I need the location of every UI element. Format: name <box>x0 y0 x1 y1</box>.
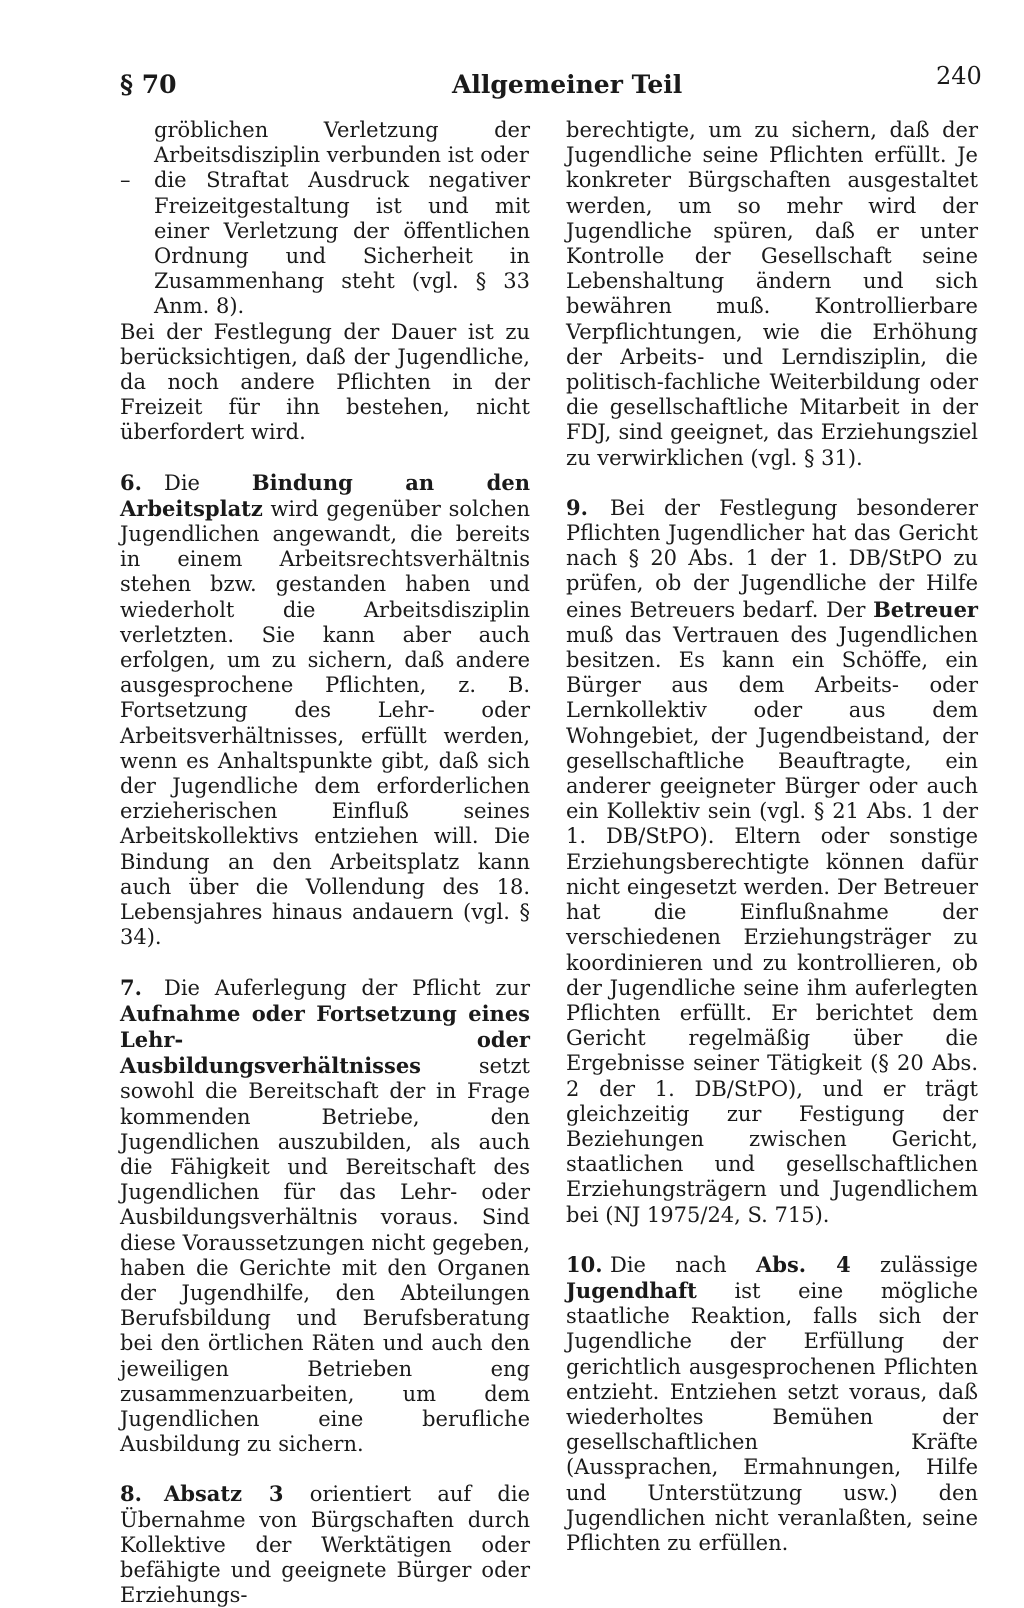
note-text: Bei der Festlegung besonderer Pflichten Jugendlicher hat das Gericht nach § 20 Abs. 1 der 1. DB/StPO zu prüfen, ob der Jugendliche der Hilfe eines Betreuers bedarf. Der <box>566 495 978 622</box>
note-text: orientiert auf die Übernahme von Bürgschaften durch Kollektive der Werktätigen oder befähigte und geeignete Bürger oder Erziehungs- <box>120 1482 530 1608</box>
left-column <box>120 118 530 1608</box>
note-number: 8. <box>120 1481 142 1507</box>
note-number: 7. <box>120 974 142 1000</box>
note-keyword: Abs. 4 <box>755 1251 851 1277</box>
page-number: 240 <box>936 62 982 90</box>
note-number: 6. <box>120 469 142 495</box>
bullet-dash: – <box>120 168 131 193</box>
note-number: 9. <box>566 494 588 520</box>
note-keyword: Bindung an den Arbeitsplatz <box>120 469 530 521</box>
note-text: Die Auferlegung der Pflicht zur <box>164 975 530 1000</box>
note-text: Die nach <box>610 1252 756 1277</box>
note-text: muß das Vertrauen des Jugendlichen besitzen. Es kann ein Schöffe, ein Bürger aus dem Arbeits- oder Lernkollektiv oder aus dem Wohngebiet, der Jugendbeistand, der gesellschaftliche Beauftragte, ein anderer geeigneter Bürger oder auch ein Kollektiv sein (vgl. § 21 Abs. 1 der 1. DB/StPO). Eltern oder sonstige Erziehungsberechtigte können dafür nicht eingesetzt werden. Der Betreuer hat die Einflußnahme der verschiedenen Erziehungsträger zu koordinieren und zu kontrollieren, ob der Jugendliche seine ihm auferlegten Pflichten erfüllt. Er berichtet dem Gericht regelmäßig über die Ergebnisse seiner Tätigkeit (§ 20 Abs. 2 der 1. DB/StPO), und er trägt gleichzeitig zur Festigung der Beziehungen zwischen Gericht, staatlichen und gesellschaftlichen Erziehungsträgern und Jugendlichem bei (NJ 1975/24, S. 715). <box>566 622 978 1227</box>
note-text: zulässige <box>850 1252 978 1277</box>
note-text: wird gegenüber solchen Jugendlichen angewandt, die bereits in einem Arbeitsrechtsverhältnis stehen bzw. gestanden haben und wiederholt die Arbeitsdisziplin verletzten. Sie kann aber auch erfolgen, um zu sichern, daß andere ausgesprochene Pflichten, z. B. Fortsetzung des Lehr- oder Arbeitsverhältnisses, erfüllt werden, wenn es Anhaltspunkte gibt, daß sich der Jugendliche dem erforderlichen erzieherischen Einfluß seines Arbeitskollektivs entziehen will. Die Bindung an den Arbeitsplatz kann auch über die Vollendung des 18. Lebensjahres hinaus andauern (vgl. § 34). <box>120 496 530 950</box>
continued-paragraph: berechtigte, um zu sichern, daß der Jugendliche seine Pflichten erfüllt. Je konkreter Bürgschaften ausgestaltet werden, um so mehr wird der Jugendliche spüren, daß er unter Kontrolle der Gesellschaft seine Lebenshaltung ändern und sich bewähren muß. Kontrollierbare Verpflichtungen, wie die Erhöhung der Arbeits- und Lerndisziplin, die politisch-fachliche Weiterbildung oder die gesellschaftliche Mitarbeit in der FDJ, sind geeignet, das Erziehungsziel zu verwirklichen (vgl. § 31). <box>566 118 978 470</box>
note-keyword: Betreuer <box>873 596 978 622</box>
note-10 <box>566 1252 978 1556</box>
bullet-text: die Straftat Ausdruck negativer Freizeitgestaltung ist und mit einer Verletzung der öffentlichen Ordnung und Sicherheit in Zusammenhang steht (vgl. § 33 Anm. 8). <box>154 168 530 319</box>
running-title: Allgemeiner Teil <box>452 70 683 99</box>
note-text: ist eine mögliche staatliche Reaktion, falls sich der Jugendliche der Erfüllung der gerichtlich ausgesprochenen Pflichten entzieht. Entziehen setzt voraus, daß wiederholtes Bemühen der gesellschaftlichen Kräfte (Aussprachen, Ermahnungen, Hilfe und Unterstützung usw.) den Jugendlichen nicht veranlaßten, seine Pflichten zu erfüllen. <box>566 1278 978 1555</box>
continued-paragraph: Bei der Festlegung der Dauer ist zu berücksichtigen, daß der Jugendliche, da noch andere Pflichten in der Freizeit für ihn bestehen, nicht überfordert wird. <box>120 319 530 445</box>
note-6 <box>120 470 530 951</box>
note-8 <box>120 1481 530 1608</box>
note-text: setzt sowohl die Bereitschaft der in Frage kommenden Betriebe, den Jugendlichen auszubilden, als auch die Fähigkeit und Bereitschaft des Jugendlichen für das Lehr- oder Ausbildungsverhältnis voraus. Sind diese Voraussetzungen nicht gegeben, haben die Gerichte mit den Organen der Jugendhilfe, den Abteilungen Berufsbildung und Berufsberatung bei den örtlichen Räten und auch den jeweiligen Betrieben eng zusammenzuarbeiten, um dem Jugendlichen eine berufliche Ausbildung zu sichern. <box>120 1054 530 1457</box>
note-keyword: Jugendhaft <box>566 1277 697 1303</box>
section-number: § 70 <box>120 70 177 99</box>
note-9 <box>566 495 978 1228</box>
bullet-item <box>120 168 530 319</box>
right-column <box>566 118 978 1556</box>
note-7 <box>120 975 530 1458</box>
note-keyword: Aufnahme oder Fortsetzung eines Lehr- oder Ausbildungsverhältnisses <box>120 1000 530 1079</box>
note-text: Die <box>164 470 252 495</box>
note-keyword: Absatz 3 <box>164 1481 284 1507</box>
continued-bullet: gröblichen Verletzung der Arbeitsdisziplin verbunden ist oder <box>154 118 530 168</box>
note-number: 10. <box>566 1251 603 1277</box>
